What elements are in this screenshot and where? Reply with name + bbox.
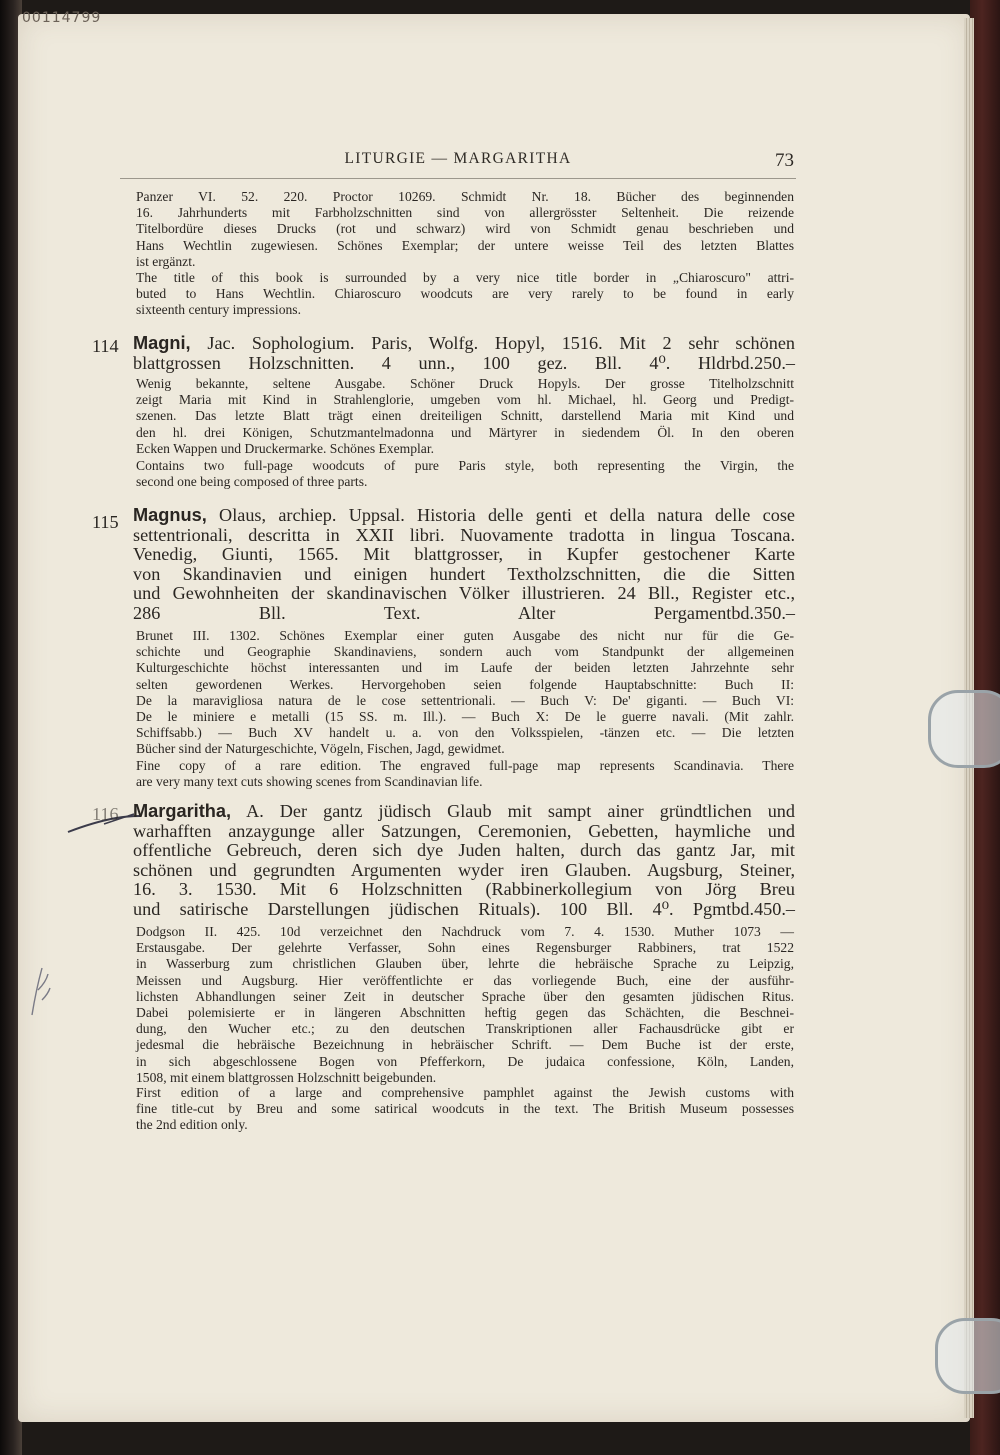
running-head: LITURGIE — MARGARITHA [344, 150, 572, 167]
entry-115-title: Magnus, Olaus, archiep. Uppsal. Historia delle genti et della natura delle cose settentrionali, descritta in XXII libri. Nuovamente tradotta in lingua Toscana. Venedig, Giunti, 1565. Mit blattgrosser, in Kupfer gestochener Karte von Skandinavien und einigen hundert Textholzschnitten, die die Sitten und Gewohnheiten der skandinavischen Völker illustrieren. 24 Bll., Register etc., 286 Bll. Text. Alter Pergamentbd. 350.– [133, 505, 795, 623]
entry-114-title: Magni, Jac. Sophologium. Paris, Wolfg. Hopyl, 1516. Mit 2 sehr schönen blattgrossen Holzschnitten. 4 unn., 100 gez. Bll. 4⁰. Hldrbd. 250.– [133, 333, 795, 373]
entry-114-price: 250.– [754, 352, 795, 373]
entry-115-author: Magnus, [133, 505, 207, 525]
entry-116-note-en: First edition of a large and comprehensive pamphlet against the Jewish customs with fine title-cut by Breu and some satirical woodcuts in the text. The British Museum possesses the 2nd edition only. [136, 1085, 794, 1133]
lot-number-114: 114 [92, 336, 119, 356]
carry-over-note-en: The title of this book is surrounded by a very nice title border in „Chiaroscuro" attri- buted to Hans Wechtlin. Chiaroscuro woodcuts are very rarely to be found in early sixteenth century impressions. [136, 270, 794, 318]
lot-number-115: 115 [92, 512, 119, 532]
page-number: 73 [775, 150, 794, 171]
paper-clip-top [928, 690, 1000, 768]
page-header [120, 148, 796, 179]
entry-116-note-de: Dodgson II. 425. 10d verzeichnet den Nachdruck vom 7. 4. 1530. Muther 1073 — Erstausgabe. Der gelehrte Verfasser, Sohn eines Regensburger Rabbiners, trat 1522 in Wasserburg zum christlichen Glauben über, lehrte die hebräische Sprache zu Leipzig, Meissen und Augsburg. Hier veröffentlichte er das vorliegende Buch, eine der ausführ- lichsten Abhandlungen seiner Zeit in deutscher Sprache über den gesamten jüdischen Ritus. Dabei polemisierte er in längeren Abschnitten heftig gegen das Schächten, die Beschnei- dung, den Wucher etc.; zu den deutschen Transkriptionen aller Fachausdrücke gibt er jedesmal die hebräische Bezeichnung in hebräischer Schrift. — Dem Buche ist der erste, in sich abgeschlossene Bogen von Pfefferkorn, De judaica confessione, Köln, Landen, 1508, mit einem blattgrossen Holzschnitt beigebunden. [136, 924, 794, 1085]
entry-114-note-de: Wenig bekannte, seltene Ausgabe. Schöner Druck Hopyls. Der grosse Titelholzschnitt zeigt Maria mit Kind in Strahlenglorie, umgeben vom hl. Michael, hl. Georg und Predigt- szenen. Das letzte Blatt trägt einen dreiteiligen Schnitt, darstellend Maria mit Kind und den hl. drei Königen, Schutzmantelmadonna und Märtyrer in siedendem Öl. In den oberen Ecken Wappen und Druckermarke. Schönes Exemplar. [136, 376, 794, 456]
archive-label: 00114799 [22, 10, 102, 26]
paper-clip-bottom [935, 1318, 1000, 1394]
entry-115-price: 350.– [754, 602, 795, 623]
lot-number-116: 116 [92, 804, 119, 824]
entry-116-title: Margaritha, A. Der gantz jüdisch Glaub mit sampt ainer gründtlichen und warhafften anzaygunge aller Satzungen, Ceremonien, Gebetten, haymliche und offentliche Gebreuch, deren sich dye Juden halten, durch das gantz Jar, mit schönen und gegrundten Argumenten wyder iren Glauben. Augsburg, Steiner, 16. 3. 1530. Mit 6 Holzschnitten (Rabbinerkollegium von Jörg Breu und satirische Darstellungen jüdischen Rituals). 100 Bll. 4⁰. Pgmtbd. 450.– [133, 801, 795, 919]
carry-over-note-de: Panzer VI. 52. 220. Proctor 10269. Schmidt Nr. 18. Bücher des beginnenden 16. Jahrhunderts mit Farbholzschnitten sind von allergrösster Seltenheit. Die reizende Titelbordüre dieses Drucks (rot und schwarz) wird von Schmidt genau beschrieben und Hans Wechtlin zugewiesen. Schönes Exemplar; der untere weisse Teil des letzten Blattes ist ergänzt. [136, 189, 794, 269]
entry-115-note-en: Fine copy of a rare edition. The engraved full-page map represents Scandinavia. There are very many text cuts showing scenes from Scandinavian life. [136, 758, 794, 790]
entry-116-price: 450.– [754, 898, 795, 919]
entry-116-author: Margaritha, [133, 801, 232, 821]
entry-114-note-en: Contains two full-page woodcuts of pure Paris style, both representing the Virgin, the second one being composed of three parts. [136, 458, 794, 490]
entry-114-author: Magni, [133, 333, 191, 353]
entry-115-note-de: Brunet III. 1302. Schönes Exemplar einer guten Ausgabe des nicht nur für die Ge- schichte und Geographie Skandinaviens, sondern auch vom Standpunkt der allgemeinen Kulturgeschichte höchst interessanten und im Laufe der beiden letzten Jahrzehnte sehr selten gewordenen Werkes. Hervorgehoben seien folgende Hauptabschnitte: Buch II: De la maravigliosa natura de le cose settentrionali. — Buch V: De' giganti. — Buch VI: De le miniere e metalli (15 SS. m. Ill.). — Buch X: De le guerre navali. (Mit zahlr. Schiffsabb.) — Buch XV handelt u. a. von den Volksspielen, -tänzen etc. — Die letzten Bücher sind der Naturgeschichte, Vögeln, Fischen, Jagd, gewidmet. [136, 628, 794, 757]
margin-pencil-scribble [24, 960, 54, 1020]
